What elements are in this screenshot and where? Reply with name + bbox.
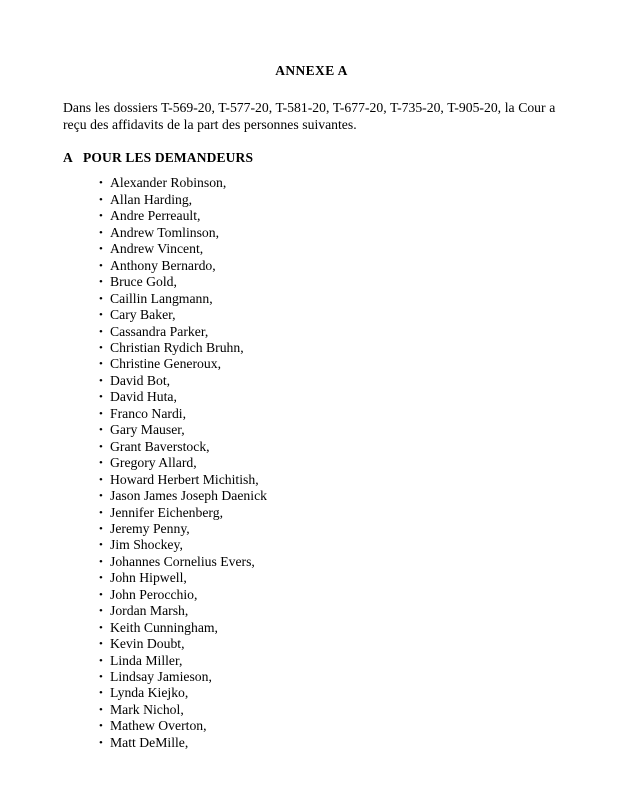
- list-item: [63, 455, 560, 471]
- list-item: [63, 225, 560, 241]
- list-item: [63, 389, 560, 405]
- bullet-icon: •: [99, 473, 103, 486]
- list-item: [63, 537, 560, 553]
- affiant-name: Andrew Tomlinson,: [110, 224, 220, 240]
- affiant-name: Gary Mauser,: [110, 422, 185, 438]
- affiant-name: Christine Generoux,: [110, 356, 221, 372]
- affiant-name: David Huta,: [110, 389, 177, 405]
- list-item: [63, 521, 560, 537]
- bullet-icon: •: [99, 407, 103, 420]
- affiant-name: David Bot,: [110, 372, 171, 388]
- affiant-name: Linda Miller,: [110, 652, 183, 668]
- list-item: [63, 406, 560, 422]
- affiant-name: Jordan Marsh,: [110, 603, 189, 619]
- bullet-icon: •: [99, 341, 103, 354]
- affiant-name: Allan Harding,: [110, 191, 193, 207]
- intro-paragraph: Dans les dossiers T-569-20, T-577-20, T-581-20, T-677-20, T-735-20, T-905-20, la Cour a reçu des affidavits de la part des personnes suivantes.: [63, 99, 556, 133]
- list-item: [63, 669, 560, 685]
- bullet-icon: •: [99, 687, 103, 700]
- list-item: [63, 505, 560, 521]
- bullet-icon: •: [99, 259, 103, 272]
- list-item: [63, 735, 560, 751]
- list-item: [63, 258, 560, 274]
- list-item: [63, 241, 560, 257]
- list-item: [63, 192, 560, 208]
- bullet-icon: •: [99, 309, 103, 322]
- affiant-name: Bruce Gold,: [110, 274, 177, 290]
- affiant-name: Anthony Bernardo,: [110, 257, 216, 273]
- affiant-name: Mathew Overton,: [110, 718, 207, 734]
- bullet-icon: •: [99, 490, 103, 503]
- bullet-icon: •: [99, 325, 103, 338]
- bullet-icon: •: [99, 736, 103, 749]
- bullet-icon: •: [99, 243, 103, 256]
- bullet-icon: •: [99, 671, 103, 684]
- bullet-icon: •: [99, 572, 103, 585]
- bullet-icon: •: [99, 276, 103, 289]
- list-item: [63, 718, 560, 734]
- list-item: [63, 636, 560, 652]
- affiant-name: John Perocchio,: [110, 586, 198, 602]
- section-heading-label: POUR LES DEMANDEURS: [83, 150, 254, 166]
- list-item: [63, 702, 560, 718]
- bullet-icon: •: [99, 703, 103, 716]
- list-item: [63, 554, 560, 570]
- section-heading: [63, 133, 560, 166]
- affiant-name: Matt DeMille,: [110, 734, 189, 750]
- bullet-icon: •: [99, 292, 103, 305]
- affiant-name: Howard Herbert Michitish,: [110, 471, 259, 487]
- list-item: [63, 324, 560, 340]
- list-item: [63, 685, 560, 701]
- affiant-name: Jim Shockey,: [110, 537, 183, 553]
- page-title: ANNEXE A: [275, 63, 348, 78]
- list-item: [63, 488, 560, 504]
- affiant-name: Johannes Cornelius Evers,: [110, 553, 255, 569]
- affiant-name: Keith Cunningham,: [110, 619, 218, 635]
- bullet-icon: •: [99, 506, 103, 519]
- bullet-icon: •: [99, 555, 103, 568]
- affiant-list: [63, 166, 560, 751]
- list-item: [63, 356, 560, 372]
- affiant-name: Mark Nichol,: [110, 701, 184, 717]
- affiant-name: Jennifer Eichenberg,: [110, 504, 224, 520]
- list-item: [63, 291, 560, 307]
- affiant-name: Cassandra Parker,: [110, 323, 209, 339]
- affiant-name: Gregory Allard,: [110, 455, 197, 471]
- bullet-icon: •: [99, 720, 103, 733]
- affiant-name: Kevin Doubt,: [110, 636, 185, 652]
- affiant-name: Alexander Robinson,: [110, 175, 227, 191]
- list-item: [63, 307, 560, 323]
- list-item: [63, 208, 560, 224]
- affiant-name: John Hipwell,: [110, 570, 187, 586]
- affiant-name: Franco Nardi,: [110, 405, 187, 421]
- bullet-icon: •: [99, 210, 103, 223]
- list-item: [63, 587, 560, 603]
- affiant-name: Jason James Joseph Daenick: [110, 488, 267, 504]
- list-item: [63, 340, 560, 356]
- list-item: [63, 439, 560, 455]
- list-item: [63, 274, 560, 290]
- list-item: [63, 175, 560, 191]
- section-letter: A: [63, 150, 73, 166]
- bullet-icon: •: [99, 621, 103, 634]
- list-item: [63, 570, 560, 586]
- affiant-name: Caillin Langmann,: [110, 290, 213, 306]
- bullet-icon: •: [99, 226, 103, 239]
- affiant-name: Andrew Vincent,: [110, 241, 204, 257]
- list-item: [63, 620, 560, 636]
- bullet-icon: •: [99, 358, 103, 371]
- bullet-icon: •: [99, 605, 103, 618]
- affiant-name: Grant Baverstock,: [110, 438, 210, 454]
- bullet-icon: •: [99, 457, 103, 470]
- bullet-icon: •: [99, 177, 103, 190]
- bullet-icon: •: [99, 638, 103, 651]
- bullet-icon: •: [99, 588, 103, 601]
- bullet-icon: •: [99, 424, 103, 437]
- bullet-icon: •: [99, 539, 103, 552]
- affiant-name: Lindsay Jamieson,: [110, 669, 212, 685]
- affiant-name: Cary Baker,: [110, 307, 176, 323]
- bullet-icon: •: [99, 522, 103, 535]
- affiant-name: Lynda Kiejko,: [110, 685, 189, 701]
- list-item: [63, 653, 560, 669]
- list-item: [63, 373, 560, 389]
- affiant-name: Christian Rydich Bruhn,: [110, 339, 244, 355]
- affiant-name: Andre Perreault,: [110, 208, 201, 224]
- bullet-icon: •: [99, 654, 103, 667]
- list-item: [63, 422, 560, 438]
- bullet-icon: •: [99, 193, 103, 206]
- list-item: [63, 472, 560, 488]
- bullet-icon: •: [99, 374, 103, 387]
- bullet-icon: •: [99, 391, 103, 404]
- bullet-icon: •: [99, 440, 103, 453]
- list-item: [63, 603, 560, 619]
- affiant-name: Jeremy Penny,: [110, 520, 190, 536]
